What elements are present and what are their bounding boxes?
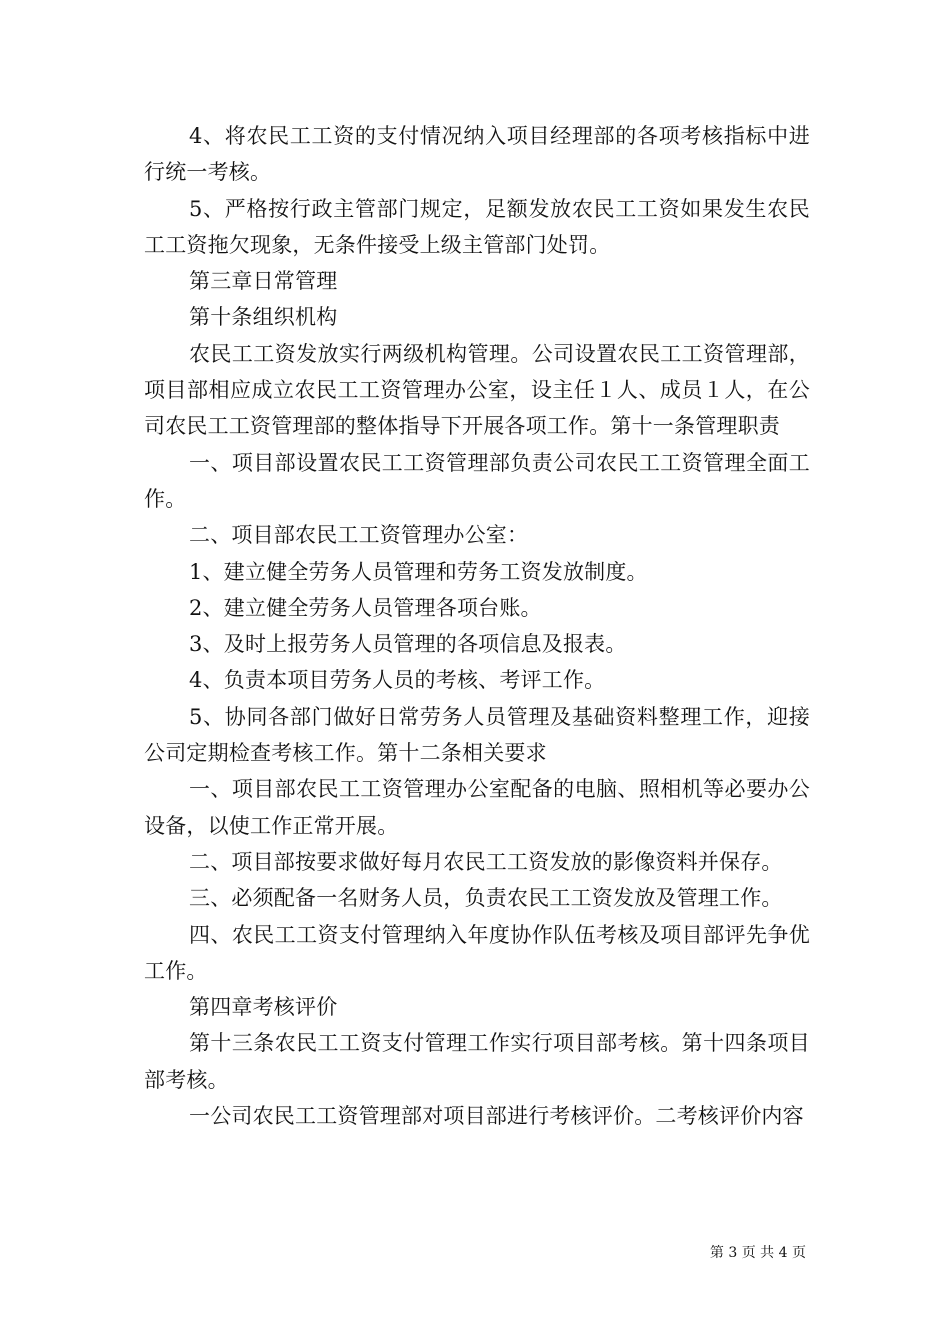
paragraph: 第十三条农民工工资支付管理工作实行项目部考核。第十四条项目部考核。 [144,1031,810,1092]
list-item: 3、及时上报劳务人员管理的各项信息及报表。 [189,632,627,657]
paragraph: 一、项目部农民工工资管理办公室配备的电脑、照相机等必要办公设备，以使工作正常开展。 [144,777,810,838]
paragraph: 5、严格按行政主管部门规定，足额发放农民工工资如果发生农民工工资拖欠现象，无条件接受上级主管部门处罚。 [144,196,810,257]
list-item: 1、建立健全劳务人员管理和劳务工资发放制度。 [189,559,648,584]
list-item: 2、建立健全劳务人员管理各项台账。 [189,595,542,620]
paragraph: 农民工工资发放实行两级机构管理。公司设置农民工工资管理部，项目部相应成立农民工工资管理办公室，设主任１人、成员１人，在公司农民工工资管理部的整体指导下开展各项工作。第十一条管理职责 [144,341,810,439]
paragraph: 三、必须配备一名财务人员，负责农民工工资发放及管理工作。 [189,886,783,911]
chapter-heading: 第四章考核评价 [189,995,338,1020]
paragraph: 二、项目部按要求做好每月农民工工资发放的影像资料并保存。 [189,849,783,874]
paragraph: 四、农民工工资支付管理纳入年度协作队伍考核及项目部评先争优工作。 [144,922,810,983]
page-number: 第 3 页 共 4 页 [709,1245,806,1261]
article-heading: 第十条组织机构 [189,305,338,330]
list-item: 5、协同各部门做好日常劳务人员管理及基础资料整理工作，迎接公司定期检查考核工作。第十二条相关要求 [144,704,810,766]
paragraph: 4、将农民工工资的支付情况纳入项目经理部的各项考核指标中进行统一考核。 [144,124,810,185]
chapter-heading: 第三章日常管理 [189,269,338,294]
list-item: 4、负责本项目劳务人员的考核、考评工作。 [189,668,606,693]
document-body [144,118,810,1134]
paragraph: 一公司农民工工资管理部对项目部进行考核评价。二考核评价内容 [189,1104,804,1129]
paragraph: 一、项目部设置农民工工资管理部负责公司农民工工资管理全面工作。 [144,450,810,511]
paragraph: 二、项目部农民工工资管理办公室： [189,523,529,548]
